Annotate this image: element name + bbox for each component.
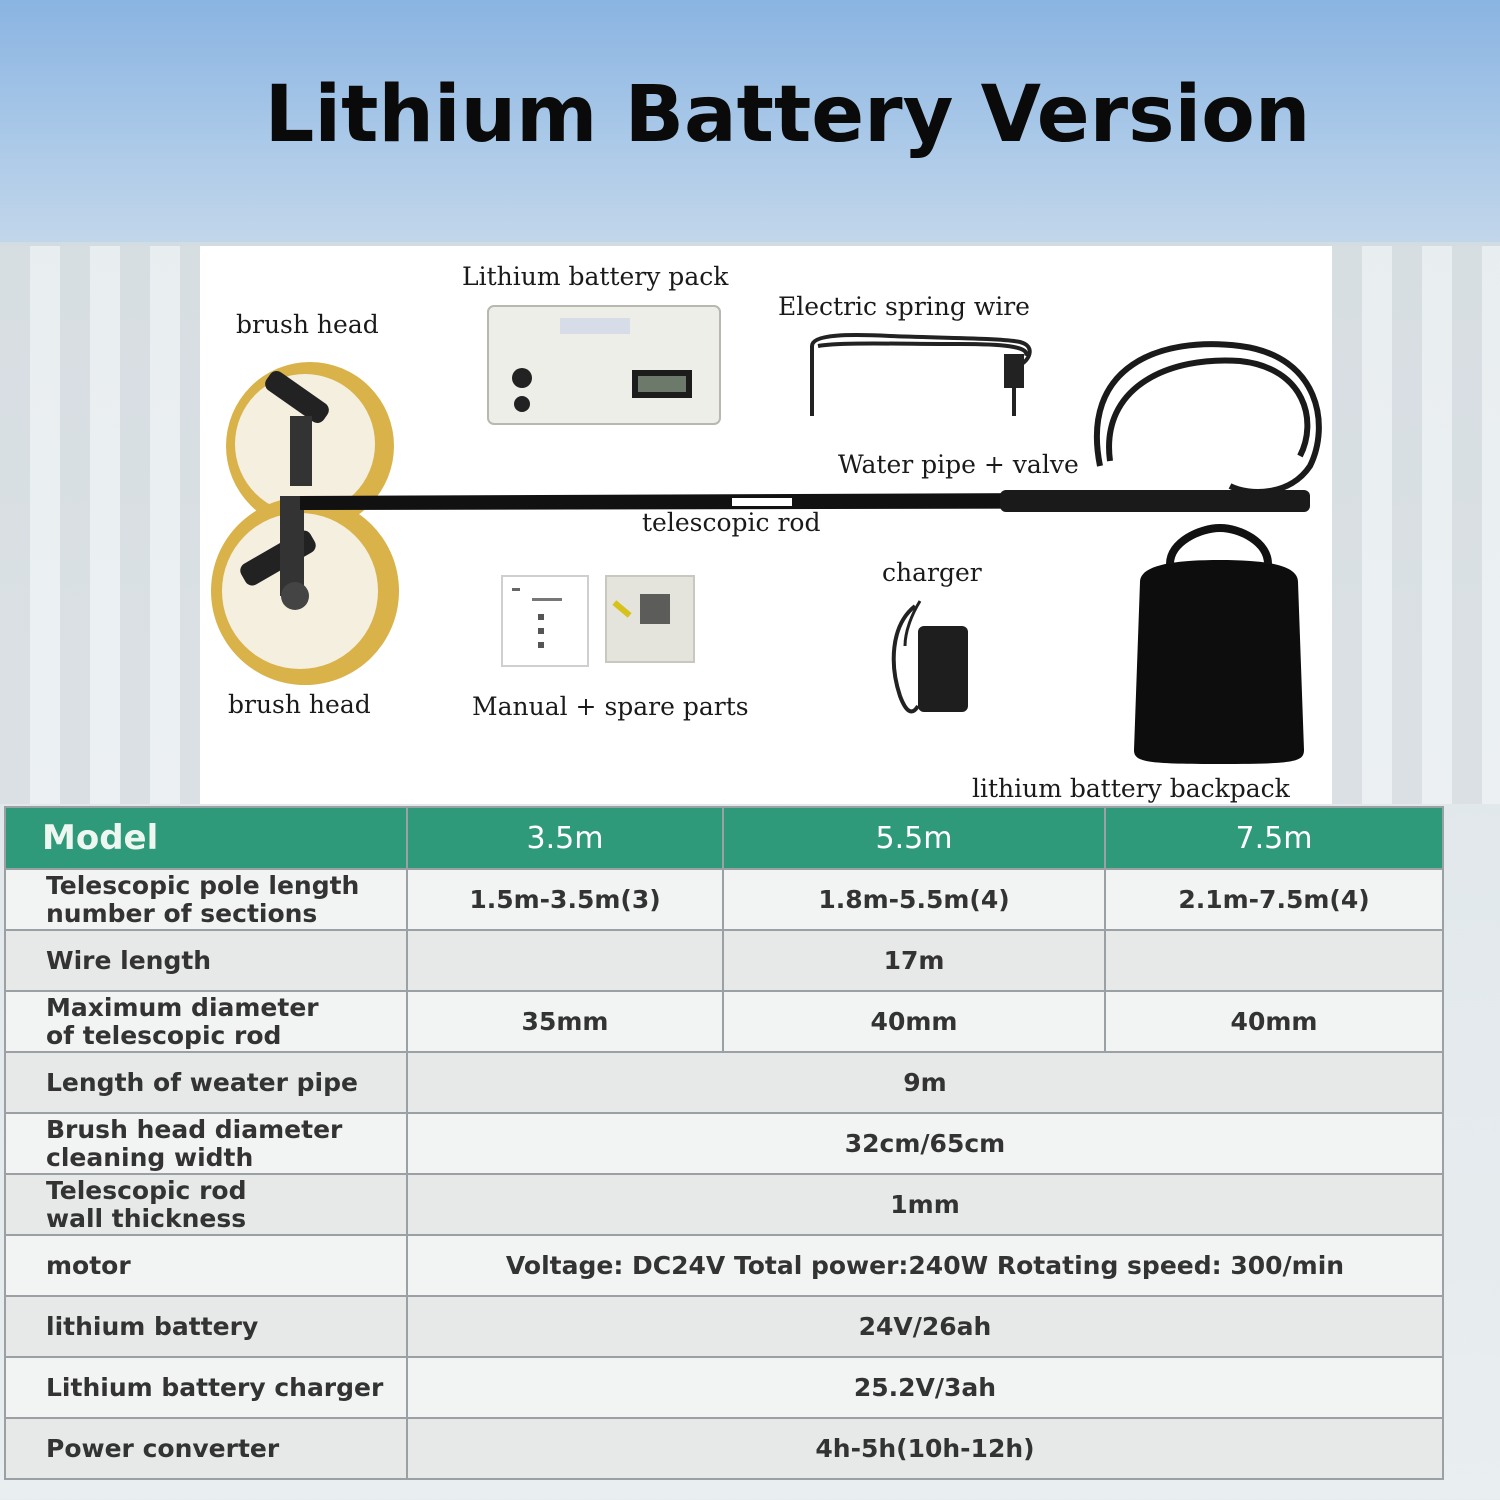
- battery-pack-image: [488, 306, 720, 424]
- label-water-pipe: Water pipe + valve: [838, 450, 1079, 479]
- brush-head-bottom-image: [211, 496, 399, 685]
- backpack-image: [1134, 528, 1304, 764]
- spring-wire-image: [812, 335, 1030, 416]
- manual-image: [502, 576, 588, 666]
- water-pipe-image: [1097, 344, 1319, 492]
- row-label-line: Telescopic rod: [46, 1175, 247, 1205]
- background-decoration-left: [0, 246, 200, 804]
- cell-power-converter: 4h-5h(10h-12h): [407, 1418, 1443, 1479]
- label-spring-wire: Electric spring wire: [778, 292, 1030, 321]
- cell-motor: Voltage: DC24V Total power:240W Rotating speed: 300/min: [407, 1235, 1443, 1296]
- table-row-max-diameter: [5, 991, 1443, 1052]
- table-row-power-converter: [5, 1418, 1443, 1479]
- table-row-motor: [5, 1235, 1443, 1296]
- cell-diameter-5-5m: 40mm: [723, 991, 1105, 1052]
- table-row-wall-thickness: [5, 1174, 1443, 1235]
- row-label-brush-diameter: [5, 1113, 407, 1174]
- row-label-telescopic-pole: [5, 869, 407, 930]
- cell-charger: 25.2V/3ah: [407, 1357, 1443, 1418]
- table-row-brush-diameter: [5, 1113, 1443, 1174]
- row-label-line: Brush head diameter: [46, 1114, 343, 1144]
- row-label-line: number of sections: [46, 898, 318, 928]
- title-banner: [0, 0, 1500, 242]
- cell-diameter-3-5m: 35mm: [407, 991, 723, 1052]
- cell-wire-empty-2: [1105, 930, 1443, 991]
- cell-wire-empty-1: [407, 930, 723, 991]
- row-label-charger: Lithium battery charger: [5, 1357, 407, 1418]
- label-telescopic-rod: telescopic rod: [642, 508, 821, 537]
- row-label-power-converter: Power converter: [5, 1418, 407, 1479]
- header-model-3-5m: 3.5m: [407, 807, 723, 869]
- cell-pole-7-5m: 2.1m-7.5m(4): [1105, 869, 1443, 930]
- cell-lithium-battery: 24V/26ah: [407, 1296, 1443, 1357]
- row-label-max-diameter: [5, 991, 407, 1052]
- label-manual-parts: Manual + spare parts: [472, 692, 749, 721]
- label-backpack: lithium battery backpack: [972, 774, 1290, 803]
- label-charger: charger: [882, 558, 982, 587]
- cell-wall-thickness: 1mm: [407, 1174, 1443, 1235]
- row-label-line: cleaning width: [46, 1142, 254, 1172]
- background-decoration-right: [1332, 246, 1500, 804]
- label-battery-pack: Lithium battery pack: [462, 262, 729, 291]
- row-label-line: of telescopic rod: [46, 1020, 282, 1050]
- cell-water-pipe: 9m: [407, 1052, 1443, 1113]
- charger-image: [894, 601, 968, 712]
- row-label-line: Telescopic pole length: [46, 870, 360, 900]
- product-components-panel: [200, 246, 1332, 804]
- row-label-line: Maximum diameter: [46, 992, 319, 1022]
- header-model-7-5m: 7.5m: [1105, 807, 1443, 869]
- table-row-wire-length: [5, 930, 1443, 991]
- table-row-charger: [5, 1357, 1443, 1418]
- cell-diameter-7-5m: 40mm: [1105, 991, 1443, 1052]
- spare-parts-image: [606, 576, 694, 662]
- table-row-telescopic-pole: [5, 869, 1443, 930]
- cell-pole-3-5m: 1.5m-3.5m(3): [407, 869, 723, 930]
- header-model-5-5m: 5.5m: [723, 807, 1105, 869]
- label-brush-head-bottom: brush head: [228, 690, 371, 719]
- row-label-lithium-battery: lithium battery: [5, 1296, 407, 1357]
- cell-pole-5-5m: 1.8m-5.5m(4): [723, 869, 1105, 930]
- row-label-water-pipe: Length of weater pipe: [5, 1052, 407, 1113]
- cell-brush-diameter: 32cm/65cm: [407, 1113, 1443, 1174]
- table-row-water-pipe: [5, 1052, 1443, 1113]
- table-row-lithium-battery: [5, 1296, 1443, 1357]
- row-label-line: wall thickness: [46, 1203, 247, 1233]
- row-label-motor: motor: [5, 1235, 407, 1296]
- cell-wire-length: 17m: [723, 930, 1105, 991]
- specification-table: [4, 806, 1444, 1480]
- row-label-wall-thickness: [5, 1174, 407, 1235]
- page-title: Lithium Battery Version: [264, 70, 1311, 160]
- label-brush-head-top: brush head: [236, 310, 379, 339]
- header-model-label: Model: [5, 807, 407, 869]
- row-label-wire-length: Wire length: [5, 930, 407, 991]
- table-header-row: [5, 807, 1443, 869]
